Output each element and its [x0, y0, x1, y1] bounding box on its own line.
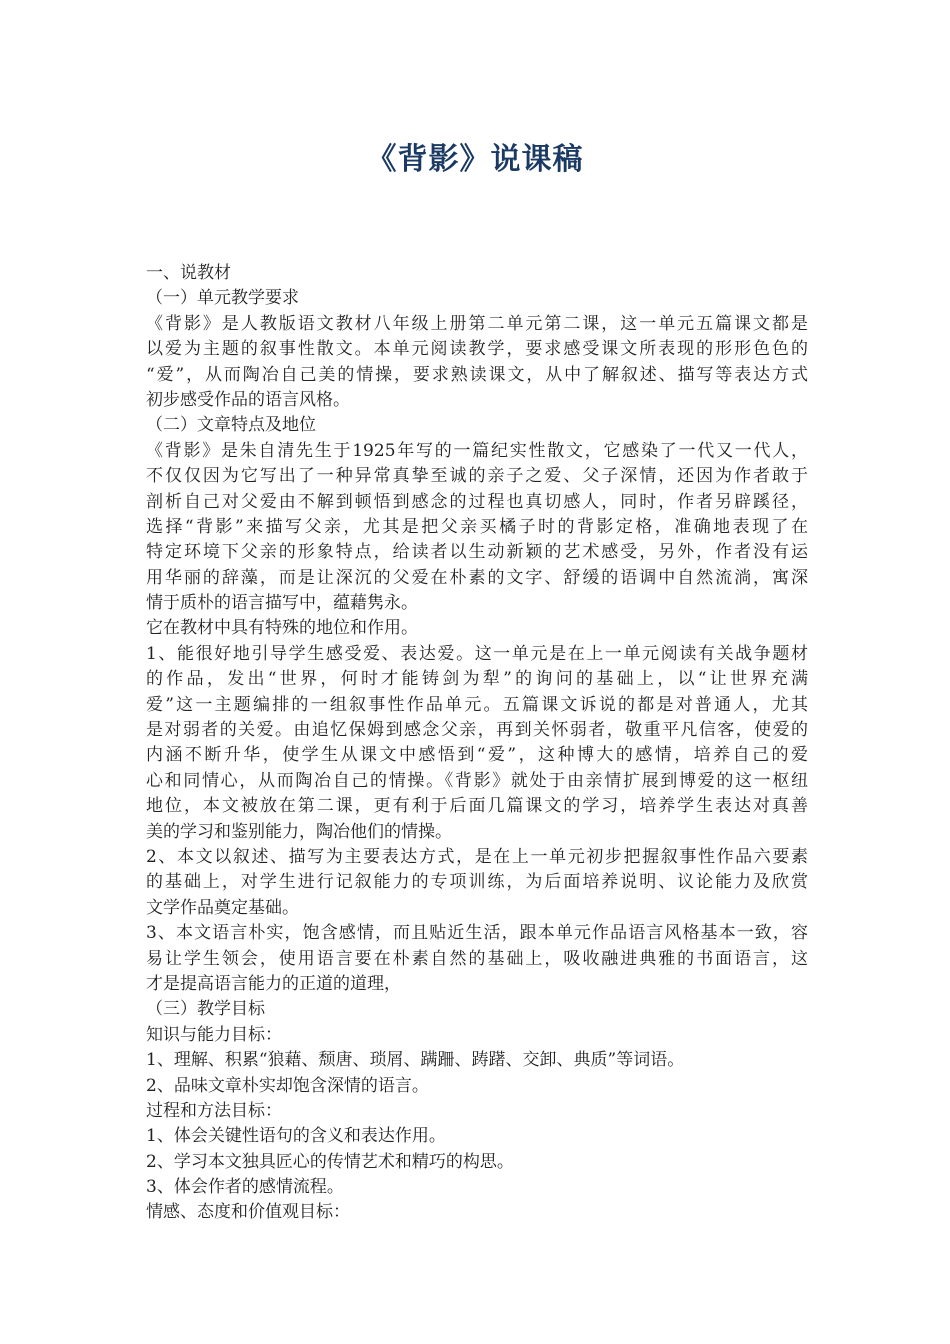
paragraph-line: 爱”这一主题编排的一组叙事性作品单元。五篇课文诉说的都是对普通人，尤其	[146, 694, 808, 715]
paragraph-line: 1、能很好地引导学生感受爱、表达爱。这一单元是在上一单元阅读有关战争题材	[146, 643, 808, 664]
paragraph-line: 1、体会关键性语句的含义和表达作用。	[146, 1126, 446, 1147]
paragraph-line: 初步感受作品的语言风格。	[146, 389, 350, 410]
paragraph-line: 地位，本文被放在第二课，更有利于后面几篇课文的学习，培养学生表达对真善	[146, 796, 808, 817]
paragraph-line: 情感、态度和价值观目标：	[146, 1202, 350, 1223]
paragraph-line: 2、品味文章朴实却饱含深情的语言。	[146, 1075, 429, 1096]
paragraph-line: 不仅仅因为它写出了一种异常真挚至诚的亲子之爱、父子深情，还因为作者敢于	[146, 466, 808, 487]
paragraph-line: 选择“背影”来描写父亲，尤其是把父亲买橘子时的背影定格，准确地表现了在	[146, 516, 808, 537]
paragraph-line: 知识与能力目标：	[146, 1024, 282, 1045]
paragraph-line: 的基础上，对学生进行记叙能力的专项训练，为后面培养说明、议论能力及欣赏	[146, 872, 808, 893]
paragraph-line: （三）教学目标	[146, 999, 265, 1020]
paragraph-line: 文学作品奠定基础。	[146, 897, 299, 918]
paragraph-line: 心和同情心，从而陶冶自己的情操。《背影》就处于由亲情扩展到博爱的这一枢纽	[146, 770, 808, 791]
paragraph-line: 它在教材中具有特殊的地位和作用。	[146, 618, 418, 639]
paragraph-line: 2、学习本文独具匠心的传情艺术和精巧的构思。	[146, 1151, 514, 1172]
document-title: 《背影》说课稿	[366, 142, 584, 177]
paragraph-line: 1、理解、积累“狼藉、颓唐、琐屑、蹒跚、踌躇、交卸、典质”等词语。	[146, 1050, 685, 1071]
paragraph-line: 易让学生领会，使用语言要在朴素自然的基础上，吸收融进典雅的书面语言，这	[146, 948, 808, 969]
paragraph-line: 用华丽的辞藻，而是让深沉的父爱在朴素的文字、舒缓的语调中自然流淌，寓深	[146, 567, 808, 588]
paragraph-line: 以爱为主题的叙事性散文。本单元阅读教学，要求感受课文所表现的形形色色的	[146, 339, 808, 360]
paragraph-line: 美的学习和鉴别能力，陶冶他们的情操。	[146, 821, 452, 842]
document-body	[146, 261, 808, 1226]
paragraph-line: 《背影》是人教版语文教材八年级上册第二单元第二课，这一单元五篇课文都是	[146, 313, 808, 334]
paragraph-line: 的作品，发出“世界，何时才能铸剑为犁”的询问的基础上，以“让世界充满	[146, 669, 808, 690]
paragraph-line: 情于质朴的语言描写中，蕴藉隽永。	[146, 593, 418, 614]
paragraph-line: （一）单元教学要求	[146, 288, 299, 309]
paragraph-line: （二）文章特点及地位	[146, 415, 316, 436]
paragraph-line: 剖析自己对父爱由不解到顿悟到感念的过程也真切感人，同时，作者另辟蹊径，	[146, 491, 808, 512]
paragraph-line: “爱”，从而陶冶自己美的情操，要求熟读课文，从中了解叙述、描写等表达方式	[146, 364, 808, 385]
paragraph-line: 3、本文语言朴实，饱含感情，而且贴近生活，跟本单元作品语言风格基本一致，容	[146, 923, 808, 944]
paragraph-line: 是对弱者的关爱。由追忆保姆到感念父亲，再到关怀弱者，敬重平凡信客，使爱的	[146, 720, 808, 741]
paragraph-line: 内涵不断升华，使学生从课文中感悟到“爱”，这种博大的感情，培养自己的爱	[146, 745, 808, 766]
paragraph-line: 才是提高语言能力的正道的道理，	[146, 973, 401, 994]
paragraph-line: 过程和方法目标：	[146, 1100, 282, 1121]
paragraph-line: 一、说教材	[146, 263, 231, 283]
paragraph-line: 《背影》是朱自清先生于1925年写的一篇纪实性散文，它感染了一代又一代人，	[146, 440, 808, 461]
paragraph-line: 3、体会作者的感情流程。	[146, 1177, 344, 1198]
paragraph-line: 2、本文以叙述、描写为主要表达方式，是在上一单元初步把握叙事性作品六要素	[146, 846, 808, 867]
paragraph-line: 特定环境下父亲的形象特点，给读者以生动新颖的艺术感受，另外，作者没有运	[146, 542, 808, 563]
